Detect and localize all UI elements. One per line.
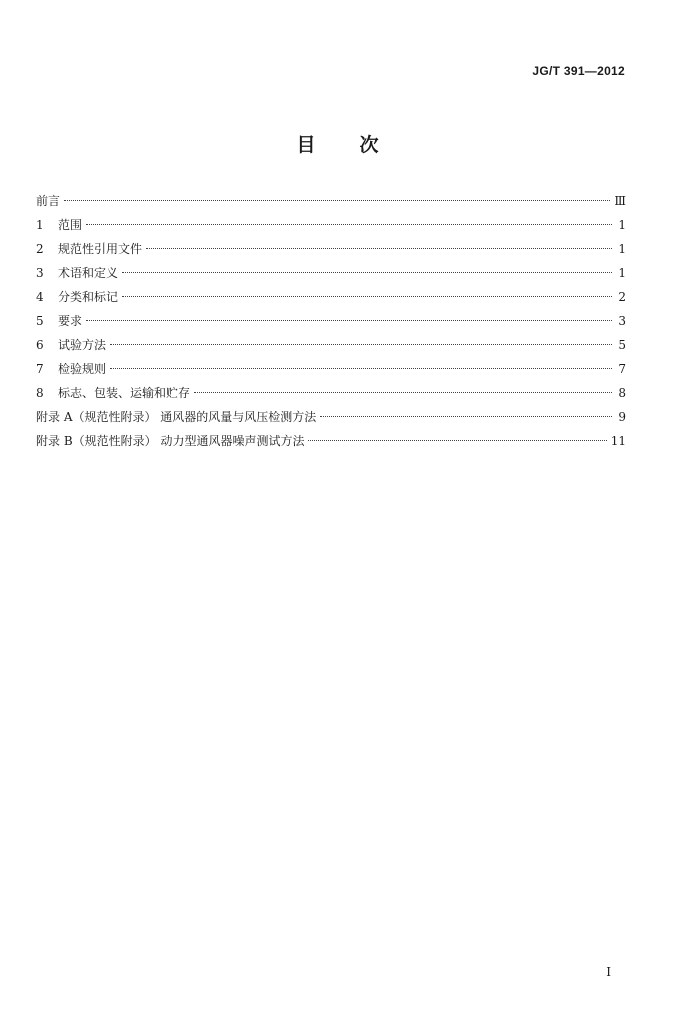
- toc-entry-page: 1: [618, 242, 626, 256]
- page-title: 目次: [296, 134, 423, 156]
- toc-entry-number: 1: [36, 218, 44, 232]
- toc-entry-8[interactable]: [36, 381, 626, 405]
- toc-entry-page: 7: [618, 362, 626, 376]
- page-number: I: [606, 965, 611, 979]
- toc-entry-page: 8: [618, 386, 626, 400]
- dot-leader: [122, 296, 612, 297]
- toc-entry-annex-b[interactable]: [36, 429, 626, 453]
- toc-entry-label: [36, 285, 122, 309]
- toc-entry-1[interactable]: [36, 213, 626, 237]
- toc-entry-page: Ⅲ: [614, 194, 626, 208]
- dot-leader: [110, 344, 612, 345]
- toc-entry-text: 分类和标记: [58, 290, 119, 304]
- toc-entry-text: 范围: [58, 218, 83, 232]
- toc-entry-annex-a[interactable]: [36, 405, 626, 429]
- toc-entry-5[interactable]: [36, 309, 626, 333]
- standard-code: JG/T 391—2012: [532, 64, 625, 78]
- toc-entry-page: 9: [618, 410, 626, 424]
- toc-entry-label: 附录 A（规范性附录） 通风器的风量与风压检测方法: [36, 410, 317, 424]
- dot-leader: [146, 248, 612, 249]
- toc-entry-number: 2: [36, 242, 44, 256]
- toc-entry-foreword[interactable]: [36, 189, 626, 213]
- toc-entry-label: [36, 261, 122, 285]
- toc-entry-label: [36, 309, 86, 333]
- toc-entry-text: 规范性引用文件: [58, 242, 143, 256]
- toc-entry-label: [36, 237, 146, 261]
- toc-entry-page: 1: [618, 218, 626, 232]
- dot-leader: [122, 272, 612, 273]
- toc-entry-label: 前言: [36, 194, 61, 208]
- toc-entry-page: 5: [618, 338, 626, 352]
- toc-entry-number: 7: [36, 362, 44, 376]
- toc-entry-label: [36, 333, 110, 357]
- toc-entry-number: 5: [36, 314, 44, 328]
- dot-leader: [86, 224, 612, 225]
- toc-entry-4[interactable]: [36, 285, 626, 309]
- toc-entry-6[interactable]: [36, 333, 626, 357]
- toc-entry-label: [36, 381, 194, 405]
- dot-leader: [86, 320, 612, 321]
- toc-entry-page: 3: [618, 314, 626, 328]
- toc-entry-text: 标志、包装、运输和贮存: [58, 386, 191, 400]
- toc-entry-text: 检验规则: [58, 362, 107, 376]
- toc-entry-number: 8: [36, 386, 44, 400]
- toc-entry-7[interactable]: [36, 357, 626, 381]
- toc-entry-number: 3: [36, 266, 44, 280]
- toc-entry-page: 11: [610, 434, 626, 448]
- dot-leader: [64, 200, 610, 201]
- toc-entry-text: 试验方法: [58, 338, 107, 352]
- toc-entry-label: [36, 357, 110, 381]
- toc-entry-page: 1: [618, 266, 626, 280]
- toc-entry-text: 要求: [58, 314, 83, 328]
- toc-entry-number: 6: [36, 338, 44, 352]
- toc-entry-text: 术语和定义: [58, 266, 119, 280]
- dot-leader: [110, 368, 612, 369]
- dot-leader: [308, 440, 606, 441]
- toc-entry-2[interactable]: [36, 237, 626, 261]
- toc-entry-number: 4: [36, 290, 44, 304]
- toc-entry-label: [36, 213, 86, 237]
- toc-entry-label: 附录 B（规范性附录） 动力型通风器噪声测试方法: [36, 434, 305, 448]
- dot-leader: [320, 416, 612, 417]
- table-of-contents: [36, 189, 626, 453]
- dot-leader: [194, 392, 612, 393]
- toc-entry-page: 2: [618, 290, 626, 304]
- toc-entry-3[interactable]: [36, 261, 626, 285]
